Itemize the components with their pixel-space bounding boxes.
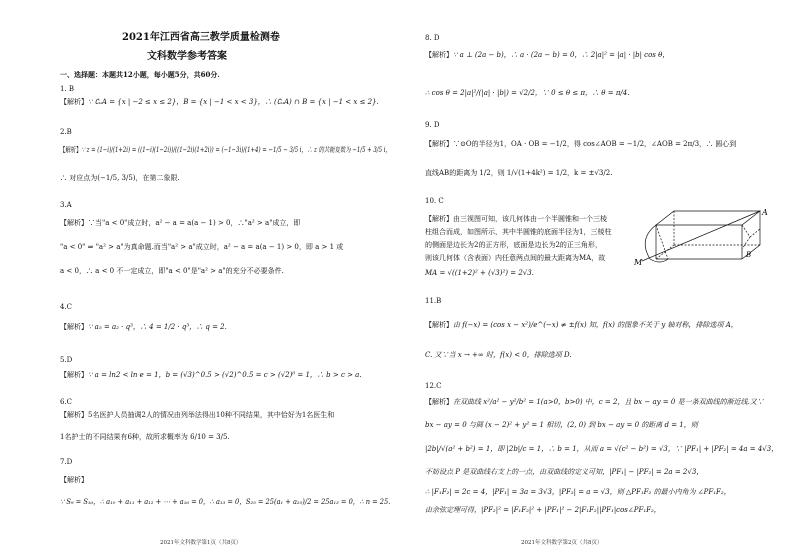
q12-line-3: |2b|/√(a² + b²) = 1，即 |2b|/c = 1，∴ b = 1，从而 a = √(c² − b²) = √3，∵ |PF₁| + |PF₂| = 4a = 4√3，: [425, 445, 779, 453]
label-a: A: [762, 208, 768, 217]
geometry-figure: [634, 205, 772, 267]
q11-explanation: 【解析】由 f(−x) = (cos x − x²)/e^(−x) ≠ ±f(x) 知，f(x) 的图象不关于 y 轴对称，排除选项 A，: [425, 321, 738, 329]
q10-line-1: 【解析】由三视图可知，该几何体由一个半圆锥和一个三棱: [425, 215, 607, 223]
q8-answer: 8. D: [425, 34, 440, 42]
document-subtitle: 文科数学参考答案: [147, 51, 227, 62]
q12-line-5: ∴ |F₁F₂| = 2c = 4，|PF₁| = 3a = 3√3，|PF₂| = a = √3，则 △PF₁F₂ 的最小内角为 ∠PF₁F₂，: [425, 488, 731, 496]
q6-explanation-2: 1名护士的不同结果有6种，故所求概率为 6/10 = 3/5.: [60, 433, 230, 441]
q10-line-3: 的侧面是边长为2的正方形，底面是边长为2的正三角形，: [425, 241, 602, 249]
q12-line-2: bx − ay = 0 与圆 (x − 2)² + y² = 1 相切，(2, 0) 到 bx − ay = 0 的距离 d = 1，则: [425, 421, 698, 429]
q6-answer: 6.C: [60, 398, 73, 406]
page-2: [397, 0, 794, 560]
q12-line-6: 由余弦定理可得，|PF₂|² = |F₁F₂|² + |PF₁|² − 2|F₁F₂||PF₁|cos∠PF₁F₂，: [425, 506, 661, 514]
q1-answer: 1. B: [60, 85, 75, 93]
page-footer-2: 2021年文科数学第2页（共8页）: [521, 540, 603, 546]
q3-explanation: 【解析】∵当"a < 0"成立时，a² − a = a(a − 1) > 0，∴"a² > a"成立，即: [60, 219, 301, 227]
q3-explanation-2: "a < 0" ⇒ "a² > a"为真命题.而当"a² > a"成立时，a² − a = a(a − 1) > 0，即 a > 1 或: [60, 243, 344, 251]
q10-answer: 10. C: [425, 197, 444, 205]
q5-answer: 5.D: [60, 356, 73, 364]
q10-line-4: 则该几何体（含表面）内任意两点间的最大距离为MA，故: [425, 254, 606, 262]
q12-line-1: 【解析】在双曲线 x²/a² − y²/b² = 1(a>0，b>0) 中，c = 2，且 bx − ay = 0 是一条双曲线的渐近线.又∵: [425, 398, 764, 406]
q3-answer: 3.A: [60, 201, 72, 209]
q4-answer: 4.C: [60, 303, 73, 311]
label-m: M: [634, 258, 643, 267]
document-title: 2021年江西省高三教学质量检测卷: [122, 32, 280, 43]
q12-line-4: 不妨设点 P 是双曲线右支上的一点，由双曲线的定义可知，|PF₁| − |PF₂| = 2a = 2√3，: [425, 468, 704, 476]
q4-explanation: 【解析】∵ a₅ = a₂ · q³，∴ 4 = 1/2 · q³，∴ q = 2.: [60, 323, 227, 331]
q7-tag: 【解析】: [60, 476, 88, 484]
q7-answer: 7.D: [60, 458, 73, 466]
q2-answer: 2.B: [60, 128, 72, 136]
q5-explanation: 【解析】∵ a = ln2 < ln e = 1，b = (√3)^0.5 > (√2)^0.5 = c > (√2)⁰ = 1，∴ b > c > a.: [60, 371, 362, 379]
q11-explanation-2: C. 又∵当 x → +∞ 时，f(x) < 0，排除选项 D.: [425, 351, 572, 359]
q10-line-2: 柱组合而成，如图所示，其中半圆锥的底面半径为1，三棱柱: [425, 228, 612, 236]
q2-explanation: 【解析】∵ z = (1−i)/(1+2i) = ((1−i)(1−2i))/((1−2i)(1+2i)) = (−1−3i)/(1+4) = −1/5 − 3/5 i，∴ z 的共轭复数为 −1/5 + 3/5 i，: [60, 146, 391, 154]
q9-explanation: 【解析】∵⊙O的半径为1，OA · OB = −1/2，得 cos∠AOB = −1/2，∠AOB = 2π/3，∴ 圆心到: [425, 140, 737, 148]
q8-explanation-2: ∴ cos θ = 2|a|²/(|a| · |b|) = √2/2，∵ 0 ≤ θ ≤ π，∴ θ = π/4.: [425, 89, 630, 97]
q3-explanation-3: a < 0，∴ a < 0 不一定成立，即"a < 0"是"a² > a"的充分不必要条件.: [60, 267, 284, 275]
q7-explanation: ∵ S₉ = S₁₆，∴ a₁₀ + a₁₁ + a₁₂ + ⋯ + a₁₆ = 0，∴ a₁₃ = 0，S₂₅ = 25(a₁ + a₂₅)/2 = 25a₁₃ = 0，∴ n = 25.: [60, 498, 391, 506]
label-b: B: [746, 251, 752, 259]
q6-explanation: 【解析】5名医护人员抽调2人的情况由列举法得出10种不同结果，其中恰好为1名医生和: [60, 411, 335, 419]
q1-explanation: 【解析】∵ ∁ᵤA = {x | −2 ≤ x ≤ 2}，B = {x | −1 < x < 3}，∴ (∁ᵤA) ∩ B = {x | −1 < x ≤ 2}.: [60, 98, 379, 106]
q2-explanation-2: ∴ 对应点为(−1/5, 3/5)，在第二象限.: [60, 174, 180, 182]
q9-explanation-2: 直线AB的距离为 1/2，则 1/√(1+4k²) = 1/2，k = ±√3/2.: [425, 169, 613, 177]
q11-answer: 11.B: [425, 297, 442, 305]
q12-answer: 12.C: [425, 382, 442, 390]
q10-line-5: MA = √((1+2)² + (√3)²) = 2√3.: [425, 269, 534, 277]
q8-explanation: 【解析】∵ a ⊥ (2a − b)，∴ a · (2a − b) = 0，∴ 2|a|² = |a| · |b| cos θ，: [425, 51, 670, 59]
page-footer-1: 2021年文科数学第1页（共8页）: [160, 540, 242, 546]
section-heading: 一、选择题：本题共12小题，每小题5分，共60分.: [60, 70, 220, 79]
q9-answer: 9. D: [425, 121, 440, 129]
